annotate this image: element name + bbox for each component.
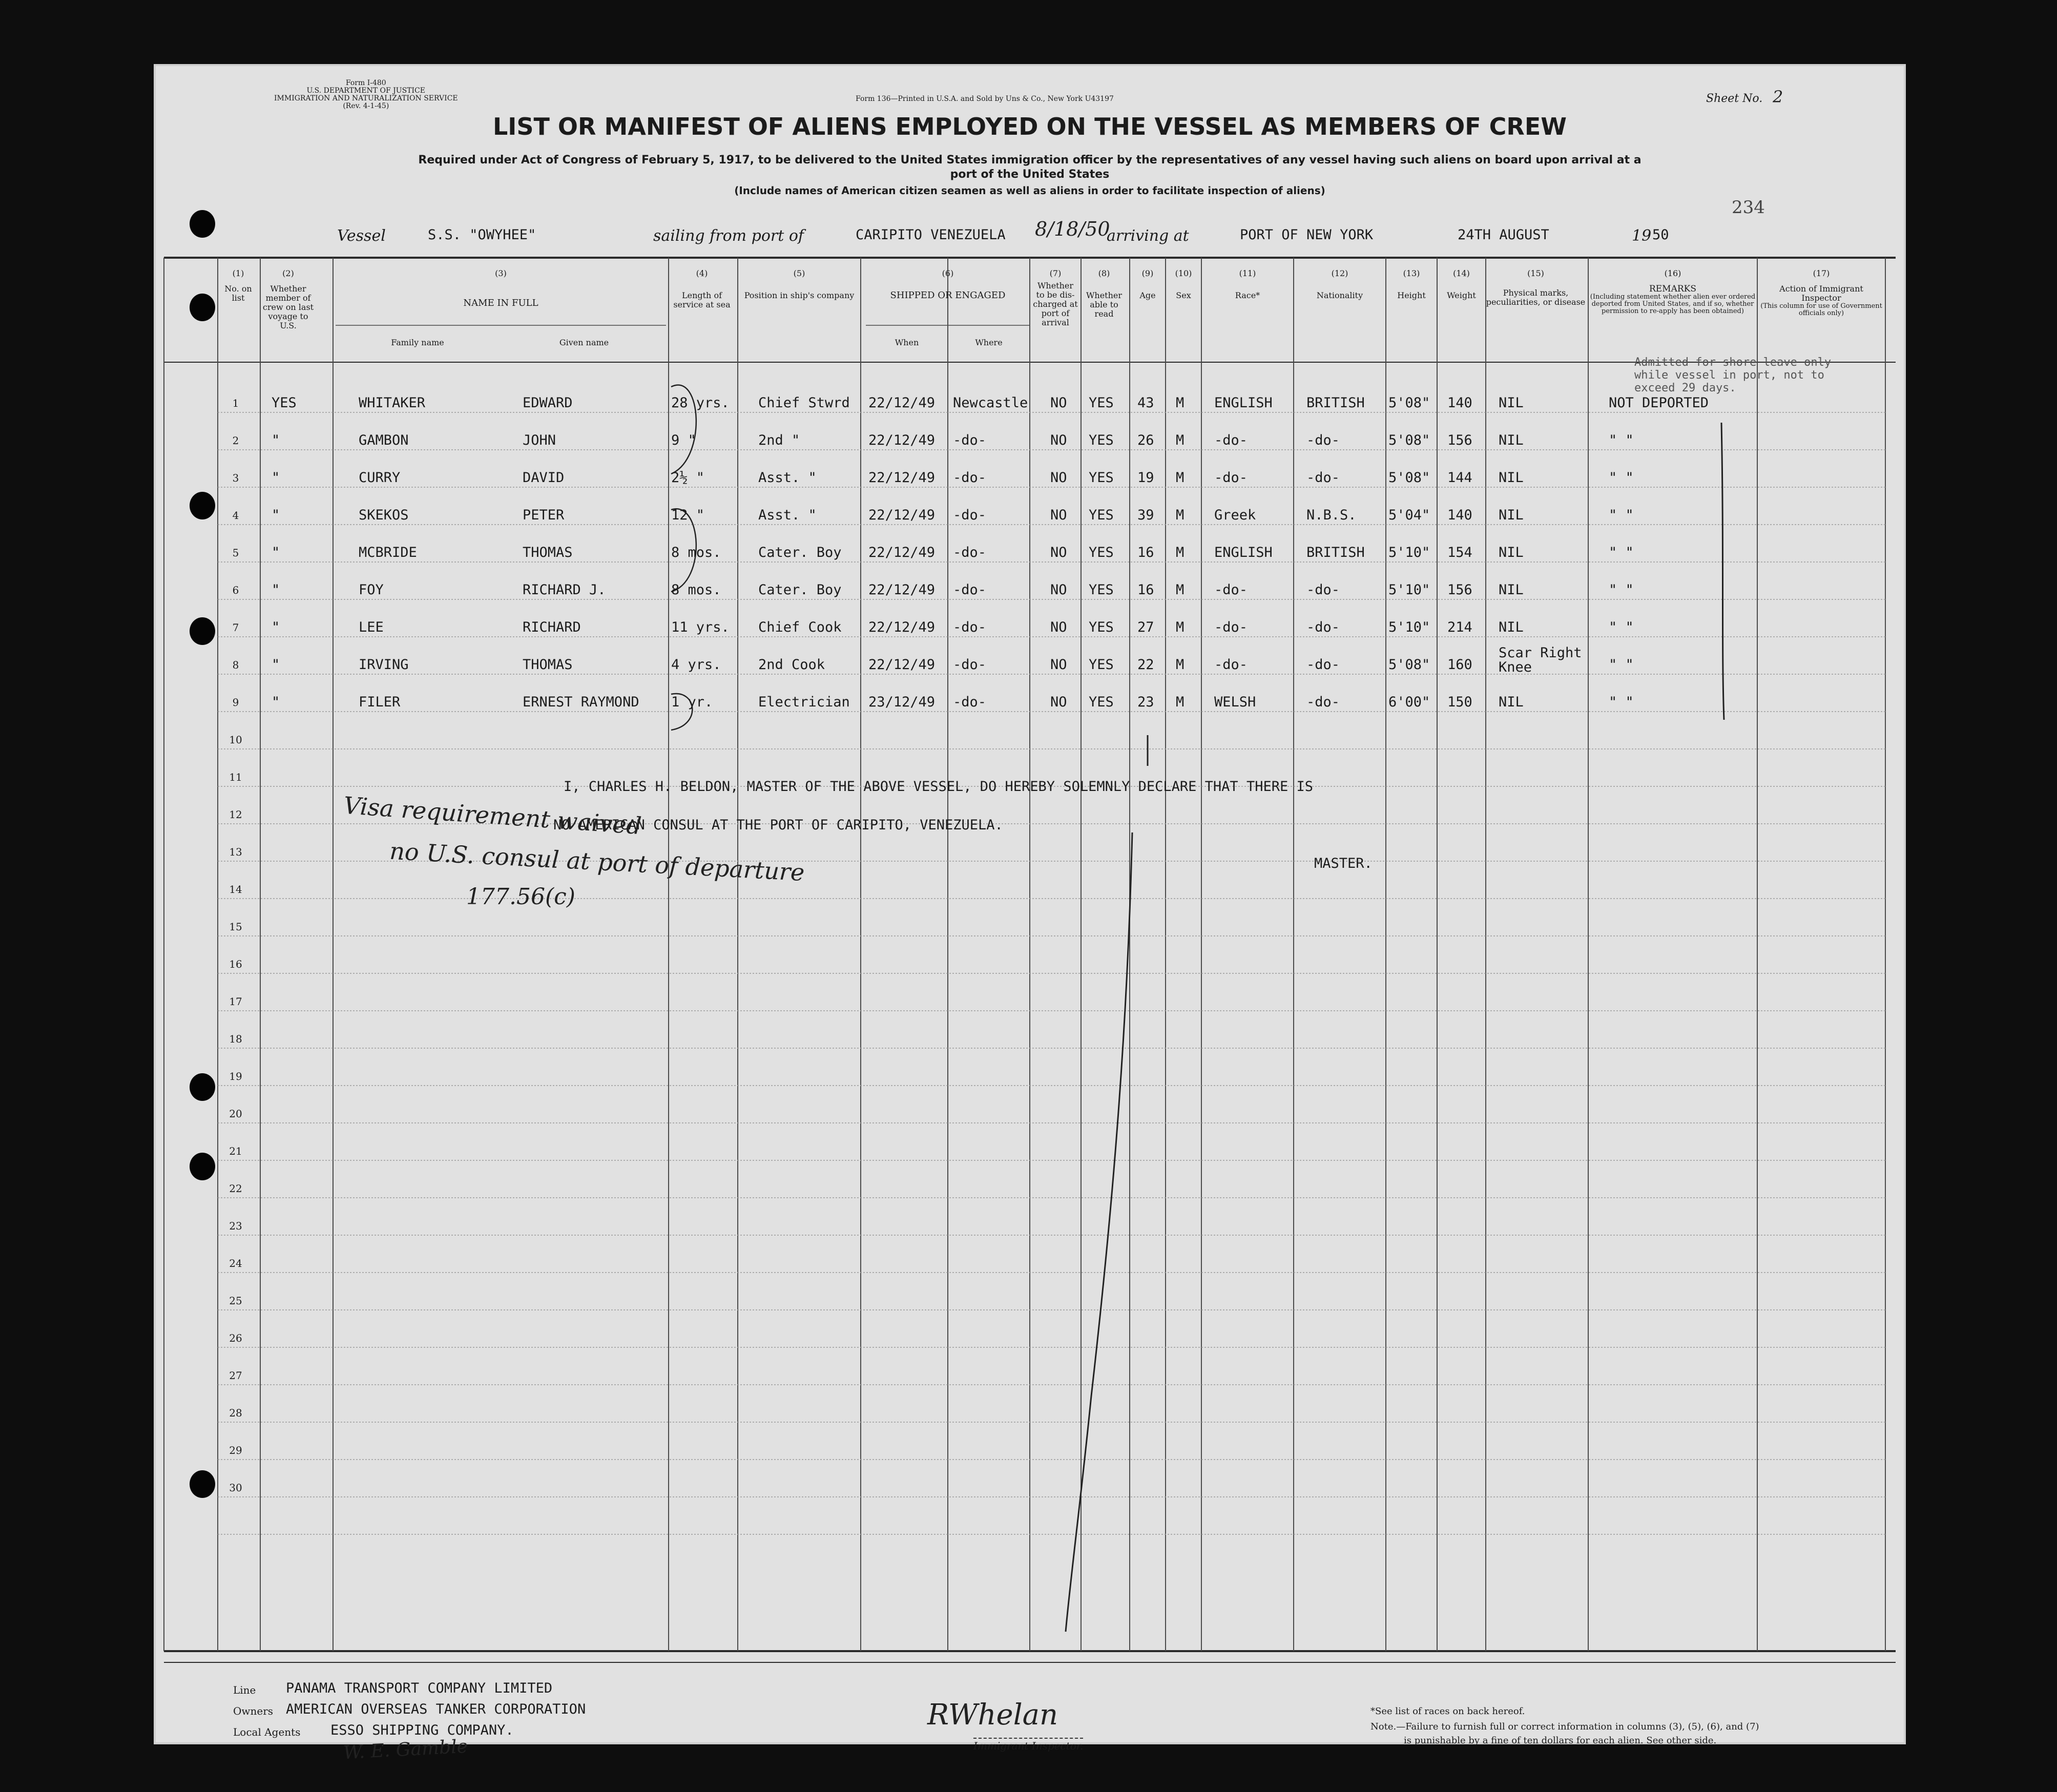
col12-header (1294, 269, 1386, 300)
age-cell: 23 (1137, 694, 1154, 710)
row-number: 23 (229, 1220, 242, 1232)
remarks-cell: " " (1609, 694, 1634, 710)
discharge-cell: NO (1050, 582, 1067, 598)
col9-label: Age (1139, 290, 1156, 300)
col14-label: Weight (1447, 290, 1476, 300)
arrival-port: PORT OF NEW YORK (1240, 227, 1374, 243)
service-length-cell: 8 mos. (671, 582, 721, 598)
col5-header (743, 269, 856, 300)
row-number: 29 (229, 1444, 242, 1456)
col4-num: (4) (696, 268, 708, 278)
height-cell: 5'10" (1388, 582, 1430, 598)
col3-num: (3) (495, 268, 507, 278)
remarks-cell: " " (1609, 657, 1634, 673)
age-cell: 39 (1137, 507, 1154, 523)
given-name-cell: PETER (523, 507, 565, 523)
year-prefix: 19 (1632, 227, 1652, 245)
nationality-cell: BRITISH (1306, 545, 1365, 560)
weight-cell: 144 (1447, 470, 1472, 486)
nationality-cell: BRITISH (1306, 395, 1365, 411)
col6-header (866, 269, 1030, 300)
binder-hole (190, 294, 215, 321)
shipped-where-cell: -do- (953, 694, 987, 710)
col10-header (1166, 269, 1201, 300)
col9-num: (9) (1141, 268, 1154, 278)
service-length-cell: 1 yr. (671, 694, 713, 710)
race-cell: -do- (1214, 470, 1248, 486)
physical-marks-cell: NIL (1499, 582, 1524, 598)
remarks-stamp (1634, 356, 1831, 394)
height-cell: 5'08" (1388, 395, 1430, 411)
printer-line: Form 136—Printed in U.S.A. and Sold by Uns & Co., New York U43197 (856, 95, 1114, 103)
race-cell: ENGLISH (1214, 545, 1273, 560)
service-name: IMMIGRATION AND NATURALIZATION SERVICE (274, 94, 458, 102)
family-name-cell: MCBRIDE (359, 545, 417, 560)
nationality-cell: -do- (1306, 694, 1340, 710)
col11-label: Race* (1235, 290, 1260, 300)
previous-voyage-cell: " (272, 619, 280, 635)
col15-label: Physical marks, peculiarities, or disease (1486, 288, 1586, 307)
shipped-when-cell: 22/12/49 (868, 432, 936, 448)
col4-label: Length of service at sea (673, 290, 731, 309)
col3-label: NAME IN FULL (463, 298, 538, 308)
binder-hole (190, 617, 215, 645)
discharge-cell: NO (1050, 694, 1067, 710)
row-number: 1 (232, 397, 239, 409)
handwritten-note-1: Visa requirement waived (342, 791, 642, 840)
vessel-name: S.S. "OWYHEE" (428, 227, 536, 243)
row-number: 14 (229, 883, 242, 895)
row-number: 9 (232, 696, 239, 709)
handwritten-date: 8/18/50 (1035, 218, 1110, 240)
sex-cell: M (1176, 545, 1185, 560)
col8-label: Whether able to read (1086, 290, 1123, 319)
sheet-number-label: Sheet No. (1706, 92, 1763, 105)
col3-family-header: Family name (391, 338, 444, 347)
note-line-1: Note.—Failure to furnish full or correct information in columns (3), (5), (6), and (7) (1370, 1721, 1759, 1732)
given-name-cell: ERNEST RAYMOND (523, 694, 639, 710)
age-cell: 27 (1137, 619, 1154, 635)
weight-cell: 214 (1447, 619, 1472, 635)
discharge-cell: NO (1050, 619, 1067, 635)
footer-agents-label: Local Agents (233, 1726, 301, 1738)
service-length-cell: 9 " (671, 432, 696, 448)
height-cell: 5'08" (1388, 470, 1430, 486)
col6-where-header: Where (975, 338, 1003, 347)
weight-cell: 140 (1447, 395, 1472, 411)
col13-num: (13) (1403, 268, 1420, 278)
previous-voyage-cell: " (272, 694, 280, 710)
family-name-cell: CURRY (359, 470, 401, 486)
service-length-cell: 12 " (671, 507, 705, 523)
race-cell: WELSH (1214, 694, 1256, 710)
sex-cell: M (1176, 470, 1185, 486)
remarks-stamp-line3: exceed 29 days. (1634, 382, 1736, 394)
shipped-where-cell: -do- (953, 657, 987, 673)
col17-num: (17) (1813, 268, 1830, 278)
shipped-when-cell: 22/12/49 (868, 507, 936, 523)
col2-num: (2) (282, 268, 294, 278)
height-cell: 5'10" (1388, 545, 1430, 560)
shipped-where-cell: -do- (953, 470, 987, 486)
previous-voyage-cell: " (272, 582, 280, 598)
sex-cell: M (1176, 507, 1185, 523)
sex-cell: M (1176, 395, 1185, 411)
given-name-cell: DAVID (523, 470, 565, 486)
footer-owners-value: AMERICAN OVERSEAS TANKER CORPORATION (286, 1701, 586, 1717)
previous-voyage-cell: " (272, 545, 280, 560)
row-number: 6 (232, 584, 239, 596)
col10-num: (10) (1175, 268, 1192, 278)
row-number: 27 (229, 1369, 242, 1382)
age-cell: 22 (1137, 657, 1154, 673)
col1-label: No. on list (224, 284, 252, 303)
footer-line-value: PANAMA TRANSPORT COMPANY LIMITED (286, 1680, 553, 1696)
row-number: 11 (229, 771, 242, 783)
able-to-read-cell: YES (1089, 545, 1114, 560)
manifest-title: LIST OR MANIFEST OF ALIENS EMPLOYED ON THE VESSEL AS MEMBERS OF CREW (492, 113, 1567, 140)
nationality-cell: -do- (1306, 619, 1340, 635)
service-length-cell: 11 yrs. (671, 619, 730, 635)
shipped-when-cell: 22/12/49 (868, 582, 936, 598)
row-number: 7 (232, 621, 239, 634)
master-label: MASTER. (1314, 856, 1373, 871)
col15-num: (15) (1527, 268, 1544, 278)
footer-agents-signature: W. E. Gamble (343, 1736, 468, 1764)
col2-header (261, 269, 315, 330)
col12-label: Nationality (1316, 290, 1363, 300)
remarks-cell: " " (1609, 432, 1634, 448)
department: U.S. DEPARTMENT OF JUSTICE (306, 87, 425, 95)
remarks-cell: " " (1609, 507, 1634, 523)
previous-voyage-cell: " (272, 507, 280, 523)
manifest-sheet (154, 64, 1906, 1764)
age-cell: 16 (1137, 582, 1154, 598)
row-number: 16 (229, 958, 242, 970)
given-name-cell: THOMAS (523, 657, 573, 673)
col14-header (1437, 269, 1486, 300)
declaration-line-2: NO AMERICAN CONSUL AT THE PORT OF CARIPITO, VENEZUELA. (553, 817, 1003, 833)
able-to-read-cell: YES (1089, 470, 1114, 486)
height-cell: 6'00" (1388, 694, 1430, 710)
col17-header (1760, 269, 1883, 317)
discharge-cell: NO (1050, 432, 1067, 448)
footer-agents-value: ESSO SHIPPING COMPANY. (330, 1722, 514, 1738)
row-number: 13 (229, 846, 242, 858)
col16-label: REMARKS (1649, 284, 1697, 294)
position-cell: 2nd " (758, 432, 800, 448)
sex-cell: M (1176, 657, 1185, 673)
col6-label: SHIPPED OR ENGAGED (890, 290, 1006, 301)
able-to-read-cell: YES (1089, 619, 1114, 635)
given-name-cell: RICHARD (523, 619, 581, 635)
col3-header (336, 269, 666, 308)
family-name-cell: LEE (359, 619, 384, 635)
discharge-cell: NO (1050, 657, 1067, 673)
race-cell: Greek (1214, 507, 1256, 523)
given-name-cell: THOMAS (523, 545, 573, 560)
col17-label: Action of Immigrant Inspector (1779, 284, 1863, 303)
shipped-where-cell: -do- (953, 582, 987, 598)
col1-header (220, 269, 256, 303)
service-length-cell: 2½ " (671, 470, 705, 486)
height-cell: 5'04" (1388, 507, 1430, 523)
race-cell: -do- (1214, 619, 1248, 635)
vessel-label: Vessel (337, 227, 386, 245)
col7-header (1032, 269, 1078, 327)
sex-cell: M (1176, 694, 1185, 710)
col13-label: Height (1397, 290, 1426, 300)
col11-header (1201, 269, 1294, 300)
nationality-cell: -do- (1306, 582, 1340, 598)
sailing-port: CARIPITO VENEZUELA (856, 227, 1006, 243)
able-to-read-cell: YES (1089, 582, 1114, 598)
row-number: 17 (229, 995, 242, 1008)
row-number: 26 (229, 1332, 242, 1344)
position-cell: Asst. " (758, 470, 817, 486)
weight-cell: 156 (1447, 432, 1472, 448)
position-cell: 2nd Cook (758, 657, 825, 673)
col16-header (1588, 269, 1757, 315)
col1-num: (1) (232, 268, 244, 278)
binder-hole (190, 1470, 215, 1498)
races-note: *See list of races on back hereof. (1370, 1706, 1525, 1717)
handwritten-note-3: 177.56(c) (466, 884, 575, 910)
position-cell: Cater. Boy (758, 545, 842, 560)
col7-label: Whether to be dis-charged at port of arrival (1033, 281, 1078, 327)
shipped-where-cell: -do- (953, 432, 987, 448)
shipped-where-cell: -do- (953, 545, 987, 560)
remarks-cell: " " (1609, 582, 1634, 598)
physical-marks-cell: NIL (1499, 470, 1524, 486)
race-cell: -do- (1214, 582, 1248, 598)
inspector-label: Immigrant Inspector. (973, 1738, 1083, 1752)
row-number: 2 (232, 434, 239, 447)
row-number: 20 (229, 1108, 242, 1120)
position-cell: Asst. " (758, 507, 817, 523)
position-cell: Cater. Boy (758, 582, 842, 598)
race-cell: -do- (1214, 657, 1248, 673)
given-name-cell: RICHARD J. (523, 582, 606, 598)
race-cell: ENGLISH (1214, 395, 1273, 411)
remarks-cell: NOT DEPORTED (1609, 395, 1709, 411)
col8-header (1081, 269, 1127, 319)
physical-marks-cell: NIL (1499, 507, 1524, 523)
previous-voyage-cell: " (272, 470, 280, 486)
col6-when-header: When (895, 338, 919, 347)
col16-num: (16) (1664, 268, 1681, 278)
col7-num: (7) (1049, 268, 1062, 278)
col4-header (671, 269, 733, 309)
able-to-read-cell: YES (1089, 395, 1114, 411)
physical-marks-cell: NIL (1499, 545, 1524, 560)
shipped-where-cell: -do- (953, 619, 987, 635)
handwritten-note-2: no U.S. consul at port of departure (389, 837, 805, 887)
col14-num: (14) (1453, 268, 1470, 278)
row-number: 8 (232, 659, 239, 671)
row-number: 15 (229, 921, 242, 933)
required-line-1: Required under Act of Congress of February 5, 1917, to be delivered to the United States immigration officer by the representatives of any vessel having such aliens on board upon arrival at a (418, 154, 1642, 166)
binder-hole (190, 1153, 215, 1180)
col3-given-header: Given name (559, 338, 609, 347)
age-cell: 16 (1137, 545, 1154, 560)
col17-sub: (This column for use of Government officials only) (1760, 302, 1882, 317)
remarks-bracket (1721, 423, 1724, 720)
able-to-read-cell: YES (1089, 657, 1114, 673)
col9-header (1130, 269, 1166, 300)
shipped-when-cell: 22/12/49 (868, 395, 936, 411)
shipped-when-cell: 22/12/49 (868, 470, 936, 486)
service-length-cell: 8 mos. (671, 545, 721, 560)
family-name-cell: SKEKOS (359, 507, 409, 523)
required-line-2: port of the United States (950, 168, 1110, 181)
remarks-cell: " " (1609, 619, 1634, 635)
table-grid (154, 64, 1906, 1744)
age-cell: 19 (1137, 470, 1154, 486)
row-number: 25 (229, 1295, 242, 1307)
col10-label: Sex (1176, 290, 1191, 300)
col5-label: Position in ship's company (744, 290, 855, 300)
family-name-cell: GAMBON (359, 432, 409, 448)
col16-sub: (Including statement whether alien ever ordered deported from United States, and if so, whether permission to re-apply has been obtained) (1590, 293, 1756, 315)
inspector-stroke (1066, 832, 1132, 1632)
row-number: 5 (232, 547, 239, 559)
row-number: 4 (232, 509, 239, 522)
include-note: (Include names of American citizen seamen as well as aliens in order to facilitate inspection of aliens) (734, 184, 1325, 197)
arrival-date: 24TH AUGUST (1458, 227, 1549, 243)
row-number: 10 (229, 734, 242, 746)
discharge-cell: NO (1050, 507, 1067, 523)
age-cell: 26 (1137, 432, 1154, 448)
family-name-cell: FOY (359, 582, 384, 598)
position-cell: Chief Stwrd (758, 395, 850, 411)
previous-voyage-cell: " (272, 432, 280, 448)
sex-cell: M (1176, 582, 1185, 598)
service-length-cell: 4 yrs. (671, 657, 721, 673)
physical-marks-cell: NIL (1499, 694, 1524, 710)
sex-cell: M (1176, 432, 1185, 448)
row-number: 30 (229, 1482, 242, 1494)
note-line-2: is punishable by a fine of ten dollars for each alien. See other side. (1404, 1735, 1717, 1746)
remarks-stamp-line2: while vessel in port, not to (1634, 369, 1824, 382)
nationality-cell: N.B.S. (1306, 507, 1357, 523)
footer-owners-label: Owners (233, 1705, 274, 1717)
row-number: 28 (229, 1407, 242, 1419)
age-cell: 43 (1137, 395, 1154, 411)
given-name-cell: EDWARD (523, 395, 573, 411)
nationality-cell: -do- (1306, 470, 1340, 486)
discharge-cell: NO (1050, 470, 1067, 486)
weight-cell: 160 (1447, 657, 1472, 673)
col11-num: (11) (1239, 268, 1256, 278)
physical-marks-cell: Scar Right Knee (1499, 645, 1582, 675)
nationality-cell: -do- (1306, 432, 1340, 448)
shipped-where-cell: Newcastle (953, 395, 1028, 411)
remarks-cell: " " (1609, 545, 1634, 560)
col12-num: (12) (1331, 268, 1348, 278)
race-cell: -do- (1214, 432, 1248, 448)
shipped-when-cell: 23/12/49 (868, 694, 936, 710)
shipped-where-cell: -do- (953, 507, 987, 523)
able-to-read-cell: YES (1089, 432, 1114, 448)
row-number: 21 (229, 1145, 242, 1157)
position-cell: Chief Cook (758, 619, 842, 635)
remarks-stamp-line1: Admitted for shore leave only (1634, 356, 1832, 369)
family-name-cell: WHITAKER (359, 395, 426, 411)
shipped-when-cell: 22/12/49 (868, 545, 936, 560)
row-number: 3 (232, 472, 239, 484)
form-number: Form I-480 (345, 79, 386, 87)
binder-hole (190, 210, 215, 238)
sheet-number: 2 (1773, 87, 1783, 107)
binder-hole (190, 1073, 215, 1101)
binder-hole (190, 492, 215, 519)
weight-cell: 150 (1447, 694, 1472, 710)
discharge-cell: NO (1050, 395, 1067, 411)
height-cell: 5'08" (1388, 432, 1430, 448)
remarks-cell: " " (1609, 470, 1634, 486)
physical-marks-cell: NIL (1499, 432, 1524, 448)
revision: (Rev. 4-1-45) (343, 102, 389, 110)
height-cell: 5'08" (1388, 657, 1430, 673)
col6-num: (6) (942, 268, 954, 278)
row-number: 22 (229, 1182, 242, 1195)
sex-cell: M (1176, 619, 1185, 635)
shipped-when-cell: 22/12/49 (868, 619, 936, 635)
physical-marks-cell: NIL (1499, 395, 1524, 411)
given-name-cell: JOHN (523, 432, 556, 448)
able-to-read-cell: YES (1089, 507, 1114, 523)
stamp-number: 234 (1732, 197, 1765, 218)
col15-header (1486, 269, 1586, 307)
family-name-cell: FILER (359, 694, 401, 710)
sailing-label: sailing from port of (653, 227, 804, 245)
arriving-label: arriving at (1107, 227, 1189, 245)
footer-line-label: Line (233, 1684, 256, 1696)
discharge-cell: NO (1050, 545, 1067, 560)
row-number: 18 (229, 1033, 242, 1045)
declaration-line-1: I, CHARLES H. BELDON, MASTER OF THE ABOVE VESSEL, DO HEREBY SOLEMNLY DECLARE THAT THERE IS (564, 779, 1313, 795)
col13-header (1386, 269, 1437, 300)
row-number: 12 (229, 808, 242, 821)
row-number: 19 (229, 1070, 242, 1082)
weight-cell: 156 (1447, 582, 1472, 598)
previous-voyage-cell: " (272, 657, 280, 673)
weight-cell: 154 (1447, 545, 1472, 560)
year-suffix: 50 (1652, 227, 1669, 243)
position-cell: Electrician (758, 694, 850, 710)
row-number: 24 (229, 1257, 242, 1269)
inspector-signature: RWhelan (927, 1698, 1058, 1732)
family-name-cell: IRVING (359, 657, 409, 673)
weight-cell: 140 (1447, 507, 1472, 523)
previous-voyage-cell: YES (272, 395, 297, 411)
able-to-read-cell: YES (1089, 694, 1114, 710)
shipped-when-cell: 22/12/49 (868, 657, 936, 673)
service-length-cell: 28 yrs. (671, 395, 730, 411)
height-cell: 5'10" (1388, 619, 1430, 635)
col5-num: (5) (793, 268, 805, 278)
col8-num: (8) (1098, 268, 1110, 278)
nationality-cell: -do- (1306, 657, 1340, 673)
col2-label: Whether member of crew on last voyage to U.S. (262, 284, 314, 330)
physical-marks-cell: NIL (1499, 619, 1524, 635)
